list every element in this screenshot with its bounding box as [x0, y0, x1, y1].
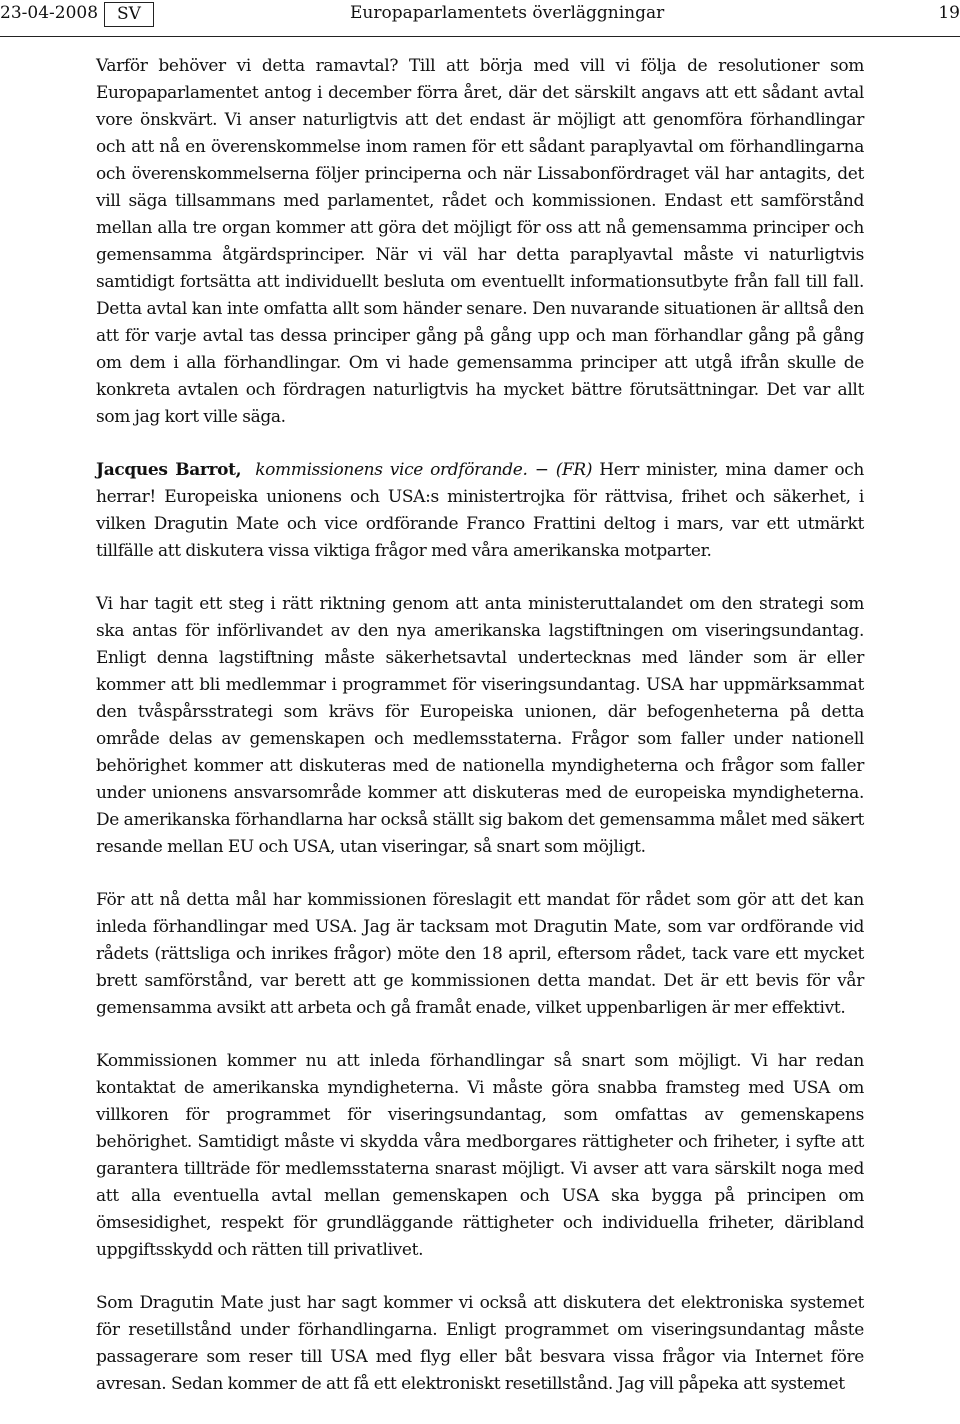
paragraph-5: Kommissionen kommer nu att inleda förhandlingar så snart som möjligt. Vi har redan kontaktat de amerikanska myndigheterna. Vi måste göra snabba framsteg med USA om villkoren för programmet för viseringsundantag, som omfattas av gemenskapens behörighet. Samtidigt måste vi skydda våra medborgares rättigheter och friheter, i syfte att garantera tillträde för medlemsstaterna snarast möjligt. Vi avser att vara särskilt noga med att alla eventuella avtal mellan gemenskapen och USA ska bygga på principen om ömsesidighet, respekt för grundläggande rättigheter och individuella friheter, däribland uppgiftsskydd och rätten till privatlivet.: [96, 1051, 864, 1260]
page-header: [0, 0, 960, 37]
speaker-paragraph: [96, 457, 864, 565]
language-badge: SV: [104, 2, 154, 27]
paragraph-6: Som Dragutin Mate just har sagt kommer vi också att diskutera det elektroniska systemet för resetillstånd under förhandlingarna. Enligt programmet om viseringsundantag måste passagerare som reser till USA med flyg eller båt besvara vissa frågor via Internet före avresan. Sedan kommer de att få ett elektroniskt resetillstånd. Jag vill påpeka att systemet: [96, 1293, 864, 1394]
speaker-role: kommissionens vice ordförande.: [255, 460, 528, 480]
speaker-text: Herr minister, mina damer och herrar! Europeiska unionens och USA:s ministertrojka för rättvisa, frihet och säkerhet, i vilken Dragutin Mate och vice ordförande Franco Frattini deltog i mars, var ett utmärkt tillfälle att diskutera vissa viktiga frågor med våra amerikanska motparter.: [96, 460, 865, 561]
page-number: 19: [938, 3, 960, 23]
speaker-separator: −: [527, 460, 556, 480]
document-title: Europaparlamentets överläggningar: [350, 3, 665, 23]
speaker-name: Jacques Barrot,: [96, 460, 242, 480]
paragraph-3: Vi har tagit ett steg i rätt riktning genom att anta ministeruttalandet om den strategi som ska antas för införlivandet av den nya amerikanska lagstiftningen om viseringsundantag. Enligt denna lagstiftning måste säkerhetsavtal undertecknas med länder som är eller kommer att bli medlemmar i programmet för viseringsundantag. USA har uppmärksammat den tvåspårsstrategi som krävs för Europeiska unionen, där befogenheterna på detta område delas av gemenskapen och medlemsstaterna. Frågor som faller under nationell behörighet kommer att diskuteras med de nationella myndigheterna och frågor som faller under unionens ansvarsområde kommer att diskuteras med de europeiska myndigheterna. De amerikanska förhandlarna har också ställt sig bakom det gemensamma målet med säkert resande mellan EU och USA, utan viseringar, så snart som möjligt.: [96, 594, 864, 857]
paragraph-4: För att nå detta mål har kommissionen föreslagit ett mandat för rådet som gör att det kan inleda förhandlingar med USA. Jag är tacksam mot Dragutin Mate, som var ordförande vid rådets (rättsliga och inrikes frågor) möte den 18 april, eftersom rådet, tack vare ett mycket brett samförstånd, var berett att ge kommissionen detta mandat. Det är ett bevis för vår gemensamma avsikt att arbeta och gå framåt enade, vilket uppenbarligen är mer effektivt.: [96, 890, 864, 1018]
speaker-language: (FR): [555, 460, 593, 480]
header-date: 23-04-2008: [0, 3, 99, 23]
paragraph-1: Varför behöver vi detta ramavtal? Till att börja med vill vi följa de resolutioner som Europaparlamentet antog i december förra året, där det särskilt angavs att ett sådant avtal vore önskvärt. Vi anser naturligtvis att det endast är möjligt att genomföra förhandlingar och att nå en överenskommelse inom ramen för ett sådant paraplyavtal om förhandlingarna och överenskommelserna följer principerna och när Lissabonfördraget väl har antagits, det vill säga tillsammans med parlamentet, rådet och kommissionen. Endast ett samförstånd mellan alla tre organ kommer att göra det möjligt för oss att nå gemensamma principer och gemensamma åtgärdsprinciper. När vi väl har detta paraplyavtal måste vi naturligtvis samtidigt fortsätta att individuellt besluta om eventuellt informationsutbyte från fall till fall. Detta avtal kan inte omfatta allt som händer senare. Den nuvarande situationen är alltså den att för varje avtal tas dessa principer gång på gång upp och man förhandlar gång på gång om dem i alla förhandlingar. Om vi hade gemensamma principer att utgå ifrån skulle de konkreta avtalen och fördragen naturligtvis ha mycket bättre förutsättningar. Det var allt som jag kort ville säga.: [96, 56, 864, 427]
document-body: [96, 53, 864, 1424]
